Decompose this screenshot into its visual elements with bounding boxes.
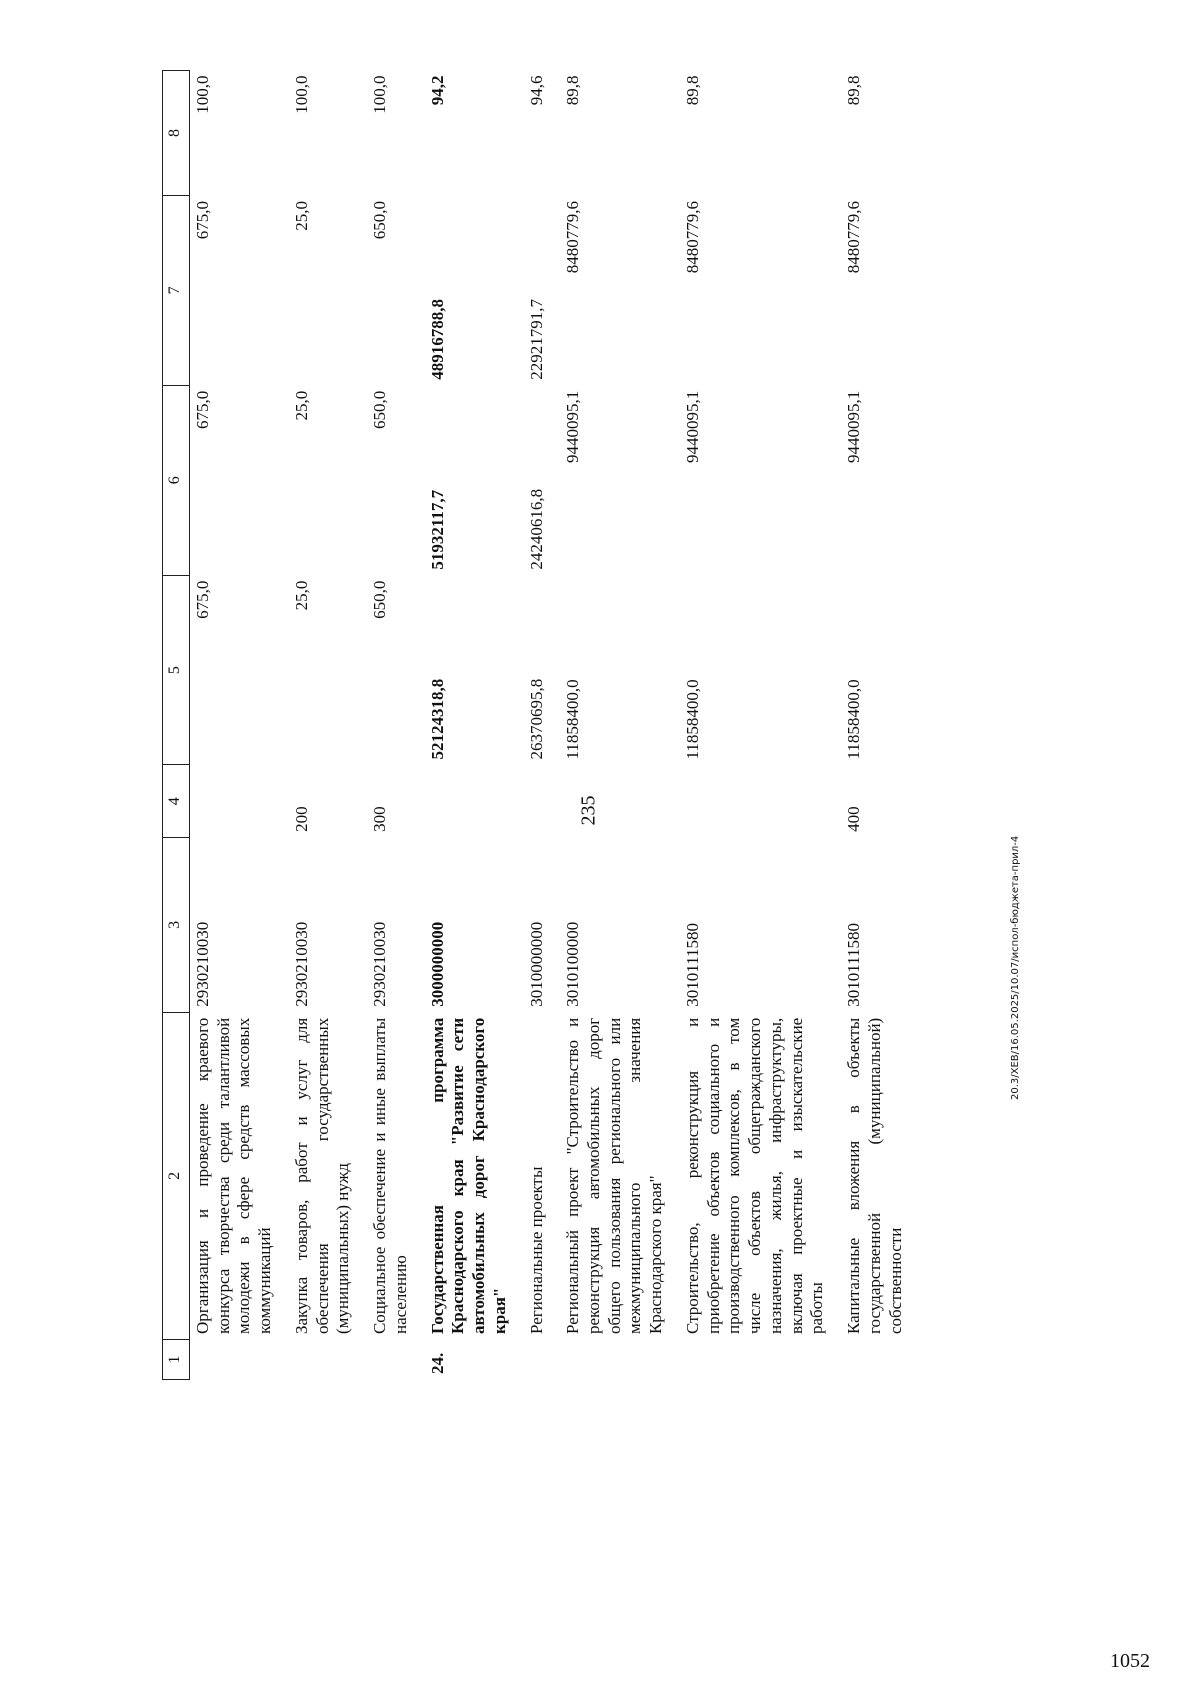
row-type: 300 [370, 806, 390, 832]
row-value-5: 650,0 [370, 580, 390, 619]
row-number: 24. [427, 1352, 447, 1374]
row-value-8: 89,8 [682, 75, 702, 106]
row-type [669, 765, 830, 837]
row-number [669, 1340, 830, 1380]
header-col-7: 7 [163, 195, 190, 385]
row-code: 2930210030 [370, 921, 390, 1007]
row-number [830, 1340, 908, 1380]
row-value-5: 11858400,0 [563, 679, 583, 760]
row-value-6: 51932117,7 [427, 489, 447, 570]
table-row [830, 71, 908, 1380]
row-value-5: 52124318,8 [427, 678, 447, 760]
row-value-6: 25,0 [291, 390, 311, 421]
row-type [549, 765, 669, 837]
table-row-program [414, 71, 513, 1380]
side-stamp: 20.3/ХЕВ/16.05.2025/10.07/испол-бюджета-прил-4 [1010, 835, 1021, 1100]
table-row [278, 71, 356, 1380]
row-value-6: 9440095,1 [563, 390, 583, 464]
table-row [669, 71, 830, 1380]
row-name: Государственная программа Краснодарского края "Развитие сети автомобильных дорог Краснодарского края" [427, 1017, 509, 1335]
row-value-7: 650,0 [370, 200, 390, 240]
row-value-6: 650,0 [370, 390, 390, 430]
row-value-7: 48916788,8 [427, 299, 447, 380]
row-code: 2930210030 [193, 921, 212, 1007]
row-name: Региональные проекты [526, 1166, 546, 1335]
row-value-5: 11858400,0 [844, 679, 864, 760]
row-value-6: 675,0 [193, 390, 212, 430]
row-name: Организация и проведение краевого конкурса творчества среди талантливой молодежи в сфере средств массовых коммуникаций [193, 1017, 275, 1335]
row-code: 3010000000 [526, 921, 546, 1007]
row-value-5: 26370695,8 [526, 678, 546, 760]
header-col-6: 6 [163, 385, 190, 575]
row-value-8: 100,0 [193, 75, 212, 114]
row-code: 3010100000 [563, 921, 583, 1007]
row-value-7: 22921791,7 [526, 299, 546, 380]
row-name: Строительство, реконструкция и приобретение объектов социального и производственного комплексов, в том числе объектов общегражданского назначения, жилья, инфраструктуры, включая проектные и изыскательские работы [682, 1017, 827, 1335]
header-col-2: 2 [163, 1012, 190, 1339]
row-value-5: 25,0 [291, 580, 311, 611]
header-col-3: 3 [163, 837, 190, 1012]
row-value-5: 675,0 [193, 580, 212, 619]
row-value-7: 675,0 [193, 200, 212, 240]
row-value-7: 8480779,6 [682, 200, 702, 274]
row-value-8: 94,6 [526, 75, 546, 106]
header-col-5: 5 [163, 575, 190, 765]
row-value-7: 8480779,6 [563, 200, 583, 274]
row-code: 2930210030 [291, 921, 311, 1007]
row-number [190, 1340, 278, 1380]
row-value-8: 100,0 [291, 75, 311, 114]
row-value-6: 9440095,1 [682, 390, 702, 464]
row-value-8: 89,8 [844, 75, 864, 106]
row-type: 400 [844, 806, 864, 832]
row-number [278, 1340, 356, 1380]
row-type [513, 765, 550, 837]
row-value-7: 8480779,6 [844, 200, 864, 274]
row-type [414, 765, 513, 837]
row-type: 200 [291, 806, 311, 832]
row-value-8: 100,0 [370, 75, 390, 114]
top-page-number: 235 [577, 795, 600, 826]
row-name: Капитальные вложения в объекты государственной (муниципальной) собственности [844, 1017, 905, 1335]
row-value-8: 89,8 [563, 75, 583, 106]
row-code: 3010111580 [682, 923, 702, 1007]
header-col-1: 1 [163, 1340, 190, 1380]
row-value-7: 25,0 [291, 200, 311, 231]
table-header-row [163, 71, 190, 1380]
row-value-6: 9440095,1 [844, 390, 864, 464]
row-code: 3010111580 [844, 923, 864, 1007]
table-row [549, 71, 669, 1380]
header-col-4: 4 [163, 765, 190, 837]
table-row [190, 71, 278, 1380]
row-code: 3000000000 [427, 921, 447, 1007]
bottom-page-number: 1052 [1110, 1650, 1150, 1672]
budget-table [162, 70, 908, 1380]
rotated-table-area [162, 70, 1022, 1380]
row-name: Закупка товаров, работ и услуг для обеспечения государственных (муниципальных) нужд [291, 1017, 353, 1335]
row-number [549, 1340, 669, 1380]
header-col-8: 8 [163, 71, 190, 196]
row-value-6: 24240616,8 [526, 488, 546, 570]
row-value-5: 11858400,0 [682, 679, 702, 760]
row-name: Социальное обеспечение и иные выплаты населению [370, 1017, 410, 1335]
row-value-8: 94,2 [427, 75, 447, 106]
row-type [190, 765, 278, 837]
row-name: Региональный проект "Строительство и реконструкция автомобильных дорог общего пользования регионального или межмуниципального значения Краснодарского края" [563, 1017, 666, 1335]
row-number [356, 1340, 413, 1380]
table-row [513, 71, 550, 1380]
table-row [356, 71, 413, 1380]
row-number [513, 1340, 550, 1380]
